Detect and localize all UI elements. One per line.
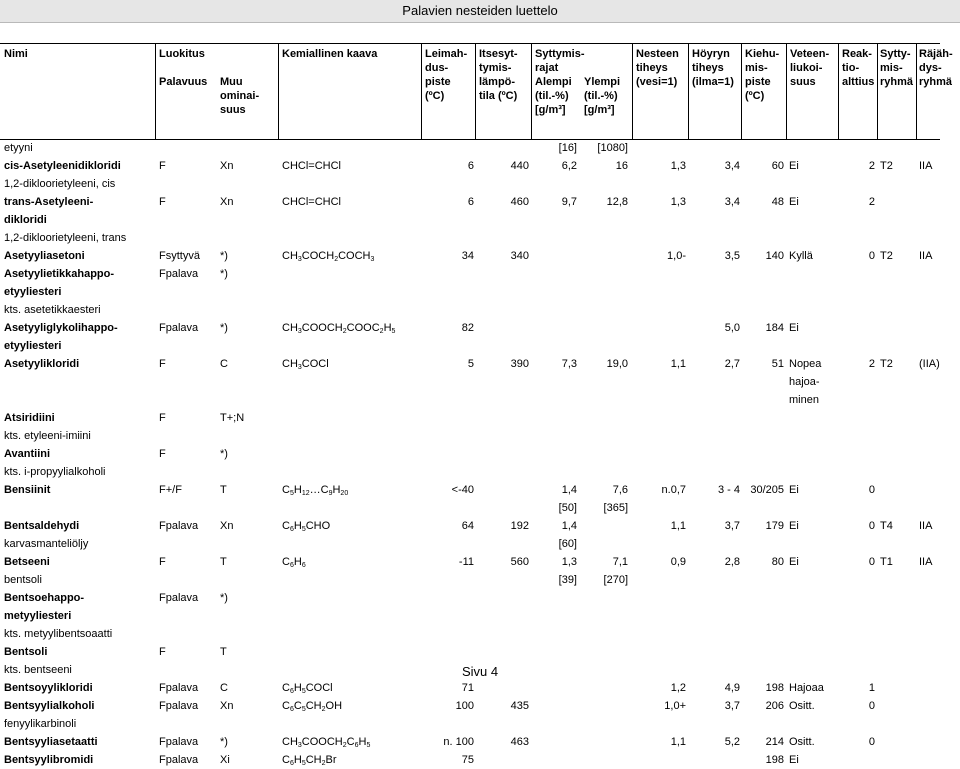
table-row — [0, 625, 940, 643]
table-row — [0, 391, 940, 409]
col-nesteen-tiheys: 1,0+ — [664, 700, 686, 712]
col-hoyryn-tiheys: 5,0 — [724, 322, 740, 334]
col-veteenliukoisuus: hajoa- — [789, 376, 820, 388]
col-veteenliukoisuus: Ei — [789, 484, 799, 496]
col-nimi: cis-Asetyleenidikloridi — [4, 160, 121, 172]
col-header-muu: ominai- — [220, 90, 260, 102]
col-header-itsesyttymis: lämpö- — [479, 76, 516, 88]
col-palavuus: Fpalava — [159, 520, 199, 532]
table-row — [0, 409, 940, 427]
page-number: Sivu 4 — [462, 664, 499, 679]
col-header-reaktioalttius: alttius — [842, 76, 875, 88]
col-hoyryn-tiheys: 2,7 — [724, 358, 740, 370]
col-kiehumispiste: 206 — [765, 700, 784, 712]
table-row — [0, 751, 940, 769]
col-muu: Xn — [220, 196, 234, 208]
col-nesteen-tiheys: 0,9 — [670, 556, 686, 568]
col-alempi: [16] — [558, 142, 577, 154]
col-nimi: Asetyylietikkahappo- — [4, 268, 115, 280]
col-syttymisryhma: T2 — [880, 160, 893, 172]
col-nimi: kts. asetetikkaesteri — [4, 304, 101, 316]
header-divider — [632, 44, 633, 139]
col-header-itsesyttymis: tymis- — [479, 62, 512, 74]
col-kiehumispiste: 48 — [771, 196, 784, 208]
header-divider — [278, 44, 279, 139]
table-row — [0, 229, 940, 247]
col-hoyryn-tiheys: 3,7 — [724, 700, 740, 712]
col-muu: T — [220, 556, 227, 568]
col-veteenliukoisuus: Ei — [789, 196, 799, 208]
col-header-kiehumispiste: mis- — [745, 62, 768, 74]
table-row — [0, 175, 940, 193]
col-hoyryn-tiheys: 3,4 — [724, 160, 740, 172]
col-palavuus: F — [159, 412, 166, 424]
col-header-ylempi: [g/m³] — [584, 104, 615, 116]
col-muu: C — [220, 358, 228, 370]
col-kaava: $C_5H_{12}\dots C_9H_{20}$ — [282, 484, 349, 497]
col-header-veteenliukoisuus: liukoi- — [790, 62, 823, 74]
col-reaktioalttius: 0 — [868, 250, 875, 262]
col-header-rajahdysryhma: Räjäh- — [919, 48, 953, 60]
col-leimahduspiste: 34 — [461, 250, 474, 262]
table-row — [0, 715, 940, 733]
col-muu: T — [220, 646, 227, 658]
col-nimi: Bentsoyylikloridi — [4, 682, 93, 694]
col-palavuus: F — [159, 358, 166, 370]
col-header-kiehumispiste: (ºC) — [745, 90, 765, 102]
col-header-nimi: Nimi — [4, 48, 28, 60]
col-palavuus: F+/F — [159, 484, 182, 496]
col-rajahdysryhma: IIA — [919, 250, 933, 262]
col-alempi: [50] — [558, 502, 577, 514]
col-nimi: Asetyylikloridi — [4, 358, 80, 370]
header-divider — [421, 44, 422, 139]
header-divider — [475, 44, 476, 139]
col-nesteen-tiheys: 1,3 — [670, 160, 686, 172]
col-header-luokitus: Luokitus — [159, 48, 205, 60]
col-itsesyttymislampotila: 440 — [510, 160, 529, 172]
col-header-nesteen-tiheys: Nesteen — [636, 48, 679, 60]
col-header-alempi: [g/m³] — [535, 104, 566, 116]
col-palavuus: Fpalava — [159, 322, 199, 334]
col-header-rajahdysryhma: dys- — [919, 62, 942, 74]
col-header-reaktioalttius: tio- — [842, 62, 860, 74]
header-divider — [877, 44, 878, 139]
col-veteenliukoisuus: Ei — [789, 520, 799, 532]
col-nimi: Bentsoehappo- — [4, 592, 85, 604]
col-nesteen-tiheys: 1,1 — [670, 358, 686, 370]
col-nesteen-tiheys: 1,1 — [670, 736, 686, 748]
col-header-alempi: Alempi — [535, 76, 572, 88]
col-kiehumispiste: 51 — [771, 358, 784, 370]
col-palavuus: F — [159, 196, 166, 208]
table-row — [0, 247, 940, 265]
table-row — [0, 193, 940, 211]
col-reaktioalttius: 1 — [868, 682, 875, 694]
col-header-leimahdus: piste — [425, 76, 451, 88]
col-kiehumispiste: 198 — [765, 682, 784, 694]
col-kaava: $C_6C_5CH_2OH$ — [282, 700, 343, 713]
table-row — [0, 211, 940, 229]
col-hoyryn-tiheys: 3,7 — [724, 520, 740, 532]
col-nimi: Asetyyliasetoni — [4, 250, 85, 262]
col-nimi: fenyylikarbinoli — [4, 718, 77, 730]
col-header-palavuus: Palavuus — [159, 76, 208, 88]
col-kaava: $C_6H_6$ — [282, 556, 306, 569]
col-kaava: CHCl=CHCl — [282, 160, 341, 172]
col-nimi: metyyliesteri — [4, 610, 72, 622]
col-hoyryn-tiheys: 3,5 — [724, 250, 740, 262]
col-header-veteenliukoisuus: suus — [790, 76, 816, 88]
table-row — [0, 517, 940, 535]
col-nimi: Bentsyyliasetaatti — [4, 736, 98, 748]
col-kaava: $C_6H_5CHO$ — [282, 520, 331, 533]
col-veteenliukoisuus: Ei — [789, 754, 799, 766]
col-nimi: Bensiinit — [4, 484, 51, 496]
table-row — [0, 265, 940, 283]
col-palavuus: Fpalava — [159, 268, 199, 280]
col-alempi: 1,4 — [561, 484, 577, 496]
col-reaktioalttius: 0 — [868, 556, 875, 568]
col-kaava: CHCl=CHCl — [282, 196, 341, 208]
col-reaktioalttius: 0 — [868, 736, 875, 748]
col-syttymisryhma: T4 — [880, 520, 893, 532]
col-header-syttymisrajat: rajat — [535, 62, 559, 74]
table-row — [0, 463, 940, 481]
col-nimi: Betseeni — [4, 556, 50, 568]
col-kaava: $CH_3COCH_2COCH_3$ — [282, 250, 375, 263]
col-nimi: Avantiini — [4, 448, 51, 460]
table-row — [0, 481, 940, 499]
col-rajahdysryhma: IIA — [919, 556, 933, 568]
col-rajahdysryhma: IIA — [919, 520, 933, 532]
col-kaava: $C_6H_5COCl$ — [282, 682, 333, 695]
table-row — [0, 283, 940, 301]
col-muu: C — [220, 682, 228, 694]
col-header-nesteen-tiheys: (vesi=1) — [636, 76, 678, 88]
col-leimahduspiste: n. 100 — [443, 736, 474, 748]
col-itsesyttymislampotila: 460 — [510, 196, 529, 208]
col-itsesyttymislampotila: 463 — [510, 736, 529, 748]
col-muu: *) — [220, 736, 228, 748]
col-leimahduspiste: 71 — [461, 682, 474, 694]
col-ylempi: [1080] — [597, 142, 628, 154]
col-nimi: kts. metyylibentsoaatti — [4, 628, 113, 640]
col-kiehumispiste: 30/205 — [750, 484, 784, 496]
table-row — [0, 571, 940, 589]
table-row — [0, 679, 940, 697]
col-itsesyttymislampotila: 192 — [510, 520, 529, 532]
col-kaava: $CH_3COCl$ — [282, 358, 329, 371]
col-nimi: Bentsaldehydi — [4, 520, 80, 532]
col-nimi: Atsiridiini — [4, 412, 55, 424]
col-nimi: Bentsyylialkoholi — [4, 700, 95, 712]
col-reaktioalttius: 2 — [868, 358, 875, 370]
col-leimahduspiste: 64 — [461, 520, 474, 532]
col-kiehumispiste: 198 — [765, 754, 784, 766]
col-nimi: 1,2-dikloorietyleeni, trans — [4, 232, 127, 244]
col-header-alempi: (til.-%) — [535, 90, 569, 102]
col-palavuus: Fsyttyvä — [159, 250, 200, 262]
col-nimi: kts. bentseeni — [4, 664, 72, 676]
col-kaava: $C_6H_5CH_2Br$ — [282, 754, 337, 767]
col-header-leimahdus: Leimah- — [425, 48, 468, 60]
col-header-hoyryn-tiheys: tiheys — [692, 62, 724, 74]
header-divider — [916, 44, 917, 139]
col-reaktioalttius: 2 — [868, 160, 875, 172]
col-ylempi: [365] — [603, 502, 628, 514]
col-ylempi: 12,8 — [606, 196, 628, 208]
col-leimahduspiste: 6 — [467, 196, 474, 208]
col-kiehumispiste: 214 — [765, 736, 784, 748]
col-leimahduspiste: 5 — [467, 358, 474, 370]
col-nimi: bentsoli — [4, 574, 42, 586]
col-muu: *) — [220, 592, 228, 604]
table-header — [0, 43, 953, 140]
col-nimi: Bentsyylibromidi — [4, 754, 94, 766]
col-muu: *) — [220, 250, 228, 262]
col-header-syttymisrajat: Syttymis- — [535, 48, 585, 60]
table-row — [0, 589, 940, 607]
col-veteenliukoisuus: Ei — [789, 556, 799, 568]
col-header-rajahdysryhma: ryhmä — [919, 76, 953, 88]
col-itsesyttymislampotila: 435 — [510, 700, 529, 712]
col-veteenliukoisuus: Hajoaa — [789, 682, 824, 694]
col-muu: *) — [220, 448, 228, 460]
col-muu: T+;N — [220, 412, 245, 424]
col-itsesyttymislampotila: 340 — [510, 250, 529, 262]
col-leimahduspiste: -11 — [458, 556, 474, 568]
col-muu: T — [220, 484, 227, 496]
col-hoyryn-tiheys: 3 - 4 — [717, 484, 740, 496]
col-header-syttymisryhma: ryhmä — [880, 76, 914, 88]
col-nimi: karvasmanteliöljy — [4, 538, 89, 550]
col-alempi: 9,7 — [561, 196, 577, 208]
col-hoyryn-tiheys: 4,9 — [724, 682, 740, 694]
table-row — [0, 373, 940, 391]
col-header-veteenliukoisuus: Veteen- — [790, 48, 830, 60]
col-nimi: Asetyyliglykolihappo- — [4, 322, 118, 334]
col-veteenliukoisuus: Ei — [789, 160, 799, 172]
col-palavuus: Fpalava — [159, 700, 199, 712]
col-nimi: etyyliesteri — [4, 340, 62, 352]
col-leimahduspiste: <-40 — [451, 484, 474, 496]
col-header-hoyryn-tiheys: Höyryn — [692, 48, 730, 60]
col-itsesyttymislampotila: 560 — [510, 556, 529, 568]
col-palavuus: Fpalava — [159, 754, 199, 766]
col-syttymisryhma: T1 — [880, 556, 893, 568]
header-divider — [838, 44, 839, 139]
col-nimi: etyyliesteri — [4, 286, 62, 298]
col-reaktioalttius: 0 — [868, 484, 875, 496]
table-row — [0, 445, 940, 463]
col-leimahduspiste: 82 — [461, 322, 474, 334]
col-hoyryn-tiheys: 5,2 — [724, 736, 740, 748]
col-header-kaava: Kemiallinen kaava — [282, 48, 378, 60]
col-nesteen-tiheys: 1,2 — [670, 682, 686, 694]
col-veteenliukoisuus: Kyllä — [789, 250, 813, 262]
col-palavuus: Fpalava — [159, 736, 199, 748]
col-veteenliukoisuus: Ositt. — [789, 736, 815, 748]
col-nimi: dikloridi — [4, 214, 47, 226]
col-nimi: Bentsoli — [4, 646, 48, 658]
col-ylempi: 7,6 — [612, 484, 628, 496]
col-muu: Xn — [220, 520, 234, 532]
col-leimahduspiste: 100 — [455, 700, 474, 712]
col-kiehumispiste: 179 — [765, 520, 784, 532]
col-kiehumispiste: 60 — [771, 160, 784, 172]
col-header-kiehumispiste: Kiehu- — [745, 48, 780, 60]
col-veteenliukoisuus: Nopea — [789, 358, 822, 370]
col-nimi: trans-Asetyleeni- — [4, 196, 94, 208]
table-row — [0, 535, 940, 553]
table-row — [0, 697, 940, 715]
col-palavuus: Fpalava — [159, 592, 199, 604]
col-muu: Xn — [220, 700, 234, 712]
table-row — [0, 733, 940, 751]
col-header-syttymisryhma: Sytty- — [880, 48, 911, 60]
col-header-ylempi: Ylempi — [584, 76, 621, 88]
col-nimi: 1,2-dikloorietyleeni, cis — [4, 178, 116, 190]
col-alempi: 1,3 — [561, 556, 577, 568]
col-ylempi: 19,0 — [606, 358, 628, 370]
col-hoyryn-tiheys: 2,8 — [724, 556, 740, 568]
col-kaava: $CH_3COOCH_2C_6H_5$ — [282, 736, 371, 749]
table-row — [0, 499, 940, 517]
col-itsesyttymislampotila: 390 — [510, 358, 529, 370]
table-row — [0, 139, 940, 157]
header-divider — [531, 44, 532, 139]
col-kiehumispiste: 80 — [771, 556, 784, 568]
table-row — [0, 157, 940, 175]
col-ylempi: 16 — [615, 160, 628, 172]
table-row — [0, 301, 940, 319]
col-nimi: etyyni — [4, 142, 33, 154]
col-header-reaktioalttius: Reak- — [842, 48, 872, 60]
col-alempi: 6,2 — [561, 160, 577, 172]
col-muu: *) — [220, 268, 228, 280]
table-row — [0, 553, 940, 571]
col-muu: *) — [220, 322, 228, 334]
table-row — [0, 607, 940, 625]
col-muu: Xi — [220, 754, 230, 766]
col-nesteen-tiheys: 1,0- — [667, 250, 686, 262]
col-alempi: [60] — [558, 538, 577, 550]
col-header-leimahdus: dus- — [425, 62, 449, 74]
col-header-itsesyttymis: tila (ºC) — [479, 90, 518, 102]
table-row — [0, 427, 940, 445]
col-ylempi: 7,1 — [612, 556, 628, 568]
col-nimi: kts. i-propyylialkoholi — [4, 466, 106, 478]
col-palavuus: F — [159, 160, 166, 172]
table-row — [0, 319, 940, 337]
col-nesteen-tiheys: 1,3 — [670, 196, 686, 208]
col-palavuus: Fpalava — [159, 682, 199, 694]
col-kaava: $CH_3COOCH_2COOC_2H_5$ — [282, 322, 396, 335]
col-header-ylempi: (til.-%) — [584, 90, 618, 102]
document-page — [0, 24, 960, 767]
col-header-itsesyttymis: Itsesyt- — [479, 48, 518, 60]
col-kiehumispiste: 140 — [765, 250, 784, 262]
col-hoyryn-tiheys: 3,4 — [724, 196, 740, 208]
col-nesteen-tiheys: n.0,7 — [661, 484, 686, 496]
col-kiehumispiste: 184 — [765, 322, 784, 334]
table-row — [0, 355, 940, 373]
col-ylempi: [270] — [603, 574, 628, 586]
col-header-nesteen-tiheys: tiheys — [636, 62, 668, 74]
table-row — [0, 337, 940, 355]
col-header-hoyryn-tiheys: (ilma=1) — [692, 76, 734, 88]
col-header-syttymisryhma: mis- — [880, 62, 903, 74]
col-veteenliukoisuus: Ositt. — [789, 700, 815, 712]
col-nimi: kts. etyleeni-imiini — [4, 430, 91, 442]
col-palavuus: F — [159, 448, 166, 460]
col-alempi: [39] — [558, 574, 577, 586]
col-leimahduspiste: 6 — [467, 160, 474, 172]
table-row — [0, 643, 940, 661]
col-syttymisryhma: T2 — [880, 250, 893, 262]
header-divider — [155, 44, 156, 139]
col-palavuus: F — [159, 646, 166, 658]
col-leimahduspiste: 75 — [461, 754, 474, 766]
col-header-leimahdus: (ºC) — [425, 90, 445, 102]
col-reaktioalttius: 0 — [868, 520, 875, 532]
col-header-kiehumispiste: piste — [745, 76, 771, 88]
col-rajahdysryhma: (IIA) — [919, 358, 940, 370]
col-reaktioalttius: 0 — [868, 700, 875, 712]
col-veteenliukoisuus: Ei — [789, 322, 799, 334]
col-header-muu: Muu — [220, 76, 243, 88]
header-divider — [786, 44, 787, 139]
col-reaktioalttius: 2 — [868, 196, 875, 208]
col-rajahdysryhma: IIA — [919, 160, 933, 172]
col-nesteen-tiheys: 1,1 — [670, 520, 686, 532]
header-divider — [688, 44, 689, 139]
col-veteenliukoisuus: minen — [789, 394, 819, 406]
col-muu: Xn — [220, 160, 234, 172]
window-title: Palavien nesteiden luettelo — [0, 0, 960, 23]
col-alempi: 1,4 — [561, 520, 577, 532]
col-header-muu: suus — [220, 104, 246, 116]
col-alempi: 7,3 — [561, 358, 577, 370]
col-syttymisryhma: T2 — [880, 358, 893, 370]
header-divider — [741, 44, 742, 139]
col-palavuus: F — [159, 556, 166, 568]
